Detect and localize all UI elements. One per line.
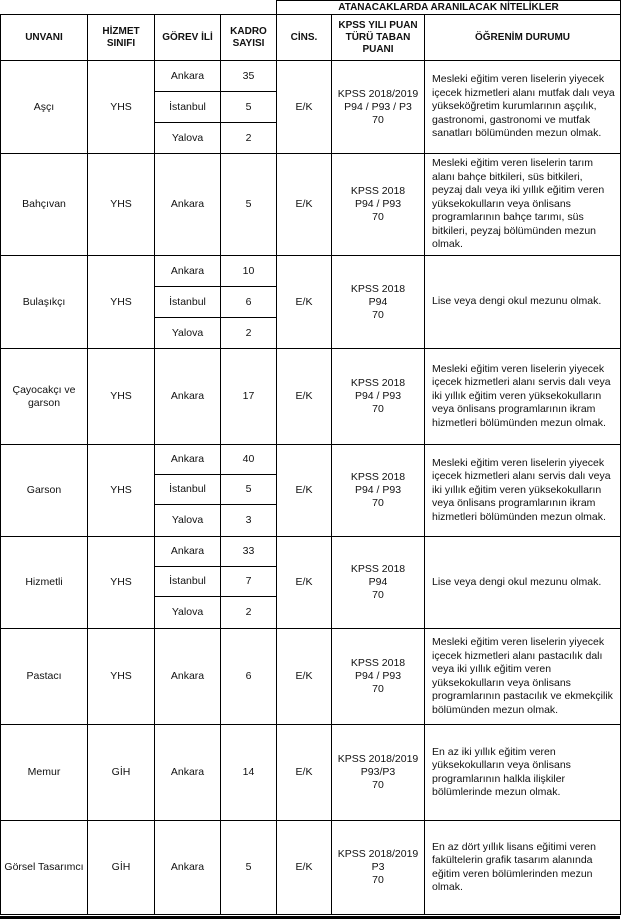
cell-hizmet-sinifi: GİH: [88, 821, 155, 915]
cell-hizmet-sinifi: YHS: [88, 61, 155, 154]
header-spacer: [1, 1, 277, 15]
cell-hizmet-sinifi: GİH: [88, 725, 155, 821]
cell-kadro-sayisi: 33: [221, 537, 277, 567]
cell-kadro-sayisi: 2: [221, 123, 277, 154]
cell-ogrenim-durumu: Mesleki eğitim veren liselerin yiyecek içecek hizmetleri alanı pastacılık dalı veya iki yıllık eğitim veren yüksekokulların veya önlisans programlarının pastacılık ve ekmekçilik bölümünden mezun olmak.: [425, 629, 621, 725]
kpss-line: KPSS 2018: [350, 377, 406, 389]
kpss-line: 70: [372, 403, 384, 415]
cell-kadro-sayisi: 3: [221, 505, 277, 537]
cell-kadro-sayisi: 2: [221, 318, 277, 349]
cell-cins: E/K: [277, 61, 332, 154]
cell-hizmet-sinifi: YHS: [88, 154, 155, 256]
cell-kpss: [332, 154, 425, 256]
cell-kadro-sayisi: 17: [221, 349, 277, 445]
cell-ogrenim-durumu: Mesleki eğitim veren liselerin yiyecek içecek hizmetleri alanı servis dalı veya iki yıllık eğitim veren yüksekokulların veya önlisans programlarının ikram hizmetleri bölümünden mezun olmak.: [425, 445, 621, 537]
kpss-line: 70: [372, 211, 384, 223]
kpss-line: P94 / P93 / P3: [344, 100, 412, 113]
cell-ogrenim-durumu: Mesleki eğitim veren liselerin yiyecek içecek hizmetleri alanı mutfak dalı veya yükseköğretim kurumlarının aşçılık, gastronomi, gastronomi ve mutfak sanatları bölümünden mezun olmak.: [425, 61, 621, 154]
cell-kpss: [332, 821, 425, 915]
cell-ogrenim-durumu: Lise veya dengi okul mezunu olmak.: [425, 537, 621, 629]
cell-gorev-ili: İstanbul: [155, 92, 221, 123]
table-row: [1, 61, 621, 92]
cell-kadro-sayisi: 5: [221, 821, 277, 915]
kpss-line: P94: [368, 295, 388, 308]
table-row: [1, 629, 621, 725]
cell-gorev-ili: Ankara: [155, 154, 221, 256]
cell-gorev-ili: İstanbul: [155, 475, 221, 505]
kpss-line: P94 / P93: [354, 198, 402, 210]
cell-gorev-ili: Ankara: [155, 61, 221, 92]
kpss-line: P94: [368, 576, 388, 588]
cell-unvan: Bahçıvan: [1, 154, 88, 256]
cell-gorev-ili: Ankara: [155, 537, 221, 567]
cell-cins: E/K: [277, 349, 332, 445]
header-unvani: UNVANI: [1, 15, 88, 61]
table-row: [1, 154, 621, 256]
cell-kadro-sayisi: 35: [221, 61, 277, 92]
cell-gorev-ili: Ankara: [155, 629, 221, 725]
bottom-rule: [0, 916, 620, 919]
cell-unvan: Hizmetli: [1, 537, 88, 629]
cell-hizmet-sinifi: YHS: [88, 537, 155, 629]
kpss-line: 70: [372, 308, 384, 321]
cell-ogrenim-durumu: Mesleki eğitim veren liselerin tarım alanı bahçe bitkileri, süs bitkileri, peyzaj dalı veya iki yıllık eğitim veren yüksekokulların veya önlisans programlarının bahçe tarımı, süs bitkileri, peyzaj bölümünden mezun olmak.: [425, 154, 621, 256]
cell-kpss: [332, 445, 425, 537]
cell-gorev-ili: İstanbul: [155, 287, 221, 318]
cell-kadro-sayisi: 5: [221, 154, 277, 256]
cell-unvan: Bulaşıkçı: [1, 256, 88, 349]
header-group-title: ATANACAKLARDA ARANILACAK NİTELİKLER: [277, 1, 621, 15]
kpss-line: P93/P3: [360, 766, 396, 778]
cell-unvan: Pastacı: [1, 629, 88, 725]
kpss-line: KPSS 2018/2019: [337, 848, 419, 860]
cell-kadro-sayisi: 6: [221, 629, 277, 725]
cell-hizmet-sinifi: YHS: [88, 629, 155, 725]
cell-gorev-ili: Yalova: [155, 123, 221, 154]
header-hizmet-sinifi: HİZMET SINIFI: [88, 15, 155, 61]
table-row: [1, 445, 621, 475]
kpss-line: 70: [372, 113, 384, 126]
cell-gorev-ili: Ankara: [155, 256, 221, 287]
cell-unvan: Görsel Tasarımcı: [1, 821, 88, 915]
cell-kadro-sayisi: 5: [221, 475, 277, 505]
kpss-line: 70: [372, 683, 384, 695]
cell-kpss: [332, 256, 425, 349]
cell-unvan: Aşçı: [1, 61, 88, 154]
cell-kadro-sayisi: 6: [221, 287, 277, 318]
cell-kadro-sayisi: 10: [221, 256, 277, 287]
cell-hizmet-sinifi: YHS: [88, 445, 155, 537]
cell-ogrenim-durumu: Mesleki eğitim veren liselerin yiyecek içecek hizmetleri alanı servis dalı veya iki yıllık eğitim veren yüksekokulların veya önlisans programlarının ikram hizmetleri bölümünden mezun olmak.: [425, 349, 621, 445]
cell-ogrenim-durumu: En az dört yıllık lisans eğitimi veren fakültelerin grafik tasarım alanında eğitim veren bölümlerinden mezun olmak.: [425, 821, 621, 915]
cell-kadro-sayisi: 7: [221, 567, 277, 597]
cell-hizmet-sinifi: YHS: [88, 256, 155, 349]
cell-cins: E/K: [277, 445, 332, 537]
cell-cins: E/K: [277, 629, 332, 725]
positions-body: [1, 61, 621, 915]
cell-gorev-ili: Yalova: [155, 597, 221, 629]
table-row: [1, 821, 621, 915]
table-row: [1, 537, 621, 567]
cell-kpss: [332, 61, 425, 154]
kpss-line: KPSS 2018: [350, 185, 406, 197]
kpss-line: P94 / P93: [354, 390, 402, 402]
cell-gorev-ili: Ankara: [155, 445, 221, 475]
header-cins: CİNS.: [277, 15, 332, 61]
kpss-line: P94 / P93: [354, 670, 402, 682]
kpss-line: 70: [372, 497, 384, 509]
cell-unvan: Çayocakçı ve garson: [1, 349, 88, 445]
cell-ogrenim-durumu: En az iki yıllık eğitim veren yüksekokulların veya önlisans programlarının halkla ilişkiler bölümlerinde mezun olmak.: [425, 725, 621, 821]
cell-unvan: Garson: [1, 445, 88, 537]
cell-kadro-sayisi: 5: [221, 92, 277, 123]
cell-gorev-ili: Ankara: [155, 821, 221, 915]
cell-cins: E/K: [277, 725, 332, 821]
cell-unvan: Memur: [1, 725, 88, 821]
cell-gorev-ili: Yalova: [155, 318, 221, 349]
cell-kpss: [332, 349, 425, 445]
cell-ogrenim-durumu: Lise veya dengi okul mezunu olmak.: [425, 256, 621, 349]
cell-cins: E/K: [277, 154, 332, 256]
header-kpss: KPSS YILI PUAN TÜRÜ TABAN PUANI: [332, 15, 425, 61]
kpss-line: P94 / P93: [354, 484, 402, 496]
kpss-line: 70: [372, 779, 384, 791]
cell-gorev-ili: Yalova: [155, 505, 221, 537]
kpss-line: 70: [372, 589, 384, 601]
cell-kpss: [332, 537, 425, 629]
cell-cins: E/K: [277, 821, 332, 915]
kpss-line: KPSS 2018: [350, 282, 406, 295]
kpss-line: KPSS 2018/2019: [337, 753, 419, 765]
cell-kadro-sayisi: 40: [221, 445, 277, 475]
kpss-line: KPSS 2018: [350, 657, 406, 669]
cell-kpss: [332, 725, 425, 821]
kpss-line: P3: [371, 861, 385, 873]
cell-kadro-sayisi: 14: [221, 725, 277, 821]
table-row: [1, 256, 621, 287]
cell-kpss: [332, 629, 425, 725]
header-gorev-ili: GÖREV İLİ: [155, 15, 221, 61]
kpss-line: KPSS 2018/2019: [337, 87, 419, 100]
cell-gorev-ili: Ankara: [155, 349, 221, 445]
table-row: [1, 725, 621, 821]
kpss-line: KPSS 2018: [350, 563, 406, 575]
cell-gorev-ili: İstanbul: [155, 567, 221, 597]
kpss-line: 70: [372, 874, 384, 886]
cell-cins: E/K: [277, 537, 332, 629]
cell-hizmet-sinifi: YHS: [88, 349, 155, 445]
header-kadro-sayisi: KADRO SAYISI: [221, 15, 277, 61]
cell-cins: E/K: [277, 256, 332, 349]
table-row: [1, 349, 621, 445]
header-ogrenim: ÖĞRENİM DURUMU: [425, 15, 621, 61]
cell-kadro-sayisi: 2: [221, 597, 277, 629]
kpss-line: KPSS 2018: [350, 471, 406, 483]
cell-gorev-ili: Ankara: [155, 725, 221, 821]
